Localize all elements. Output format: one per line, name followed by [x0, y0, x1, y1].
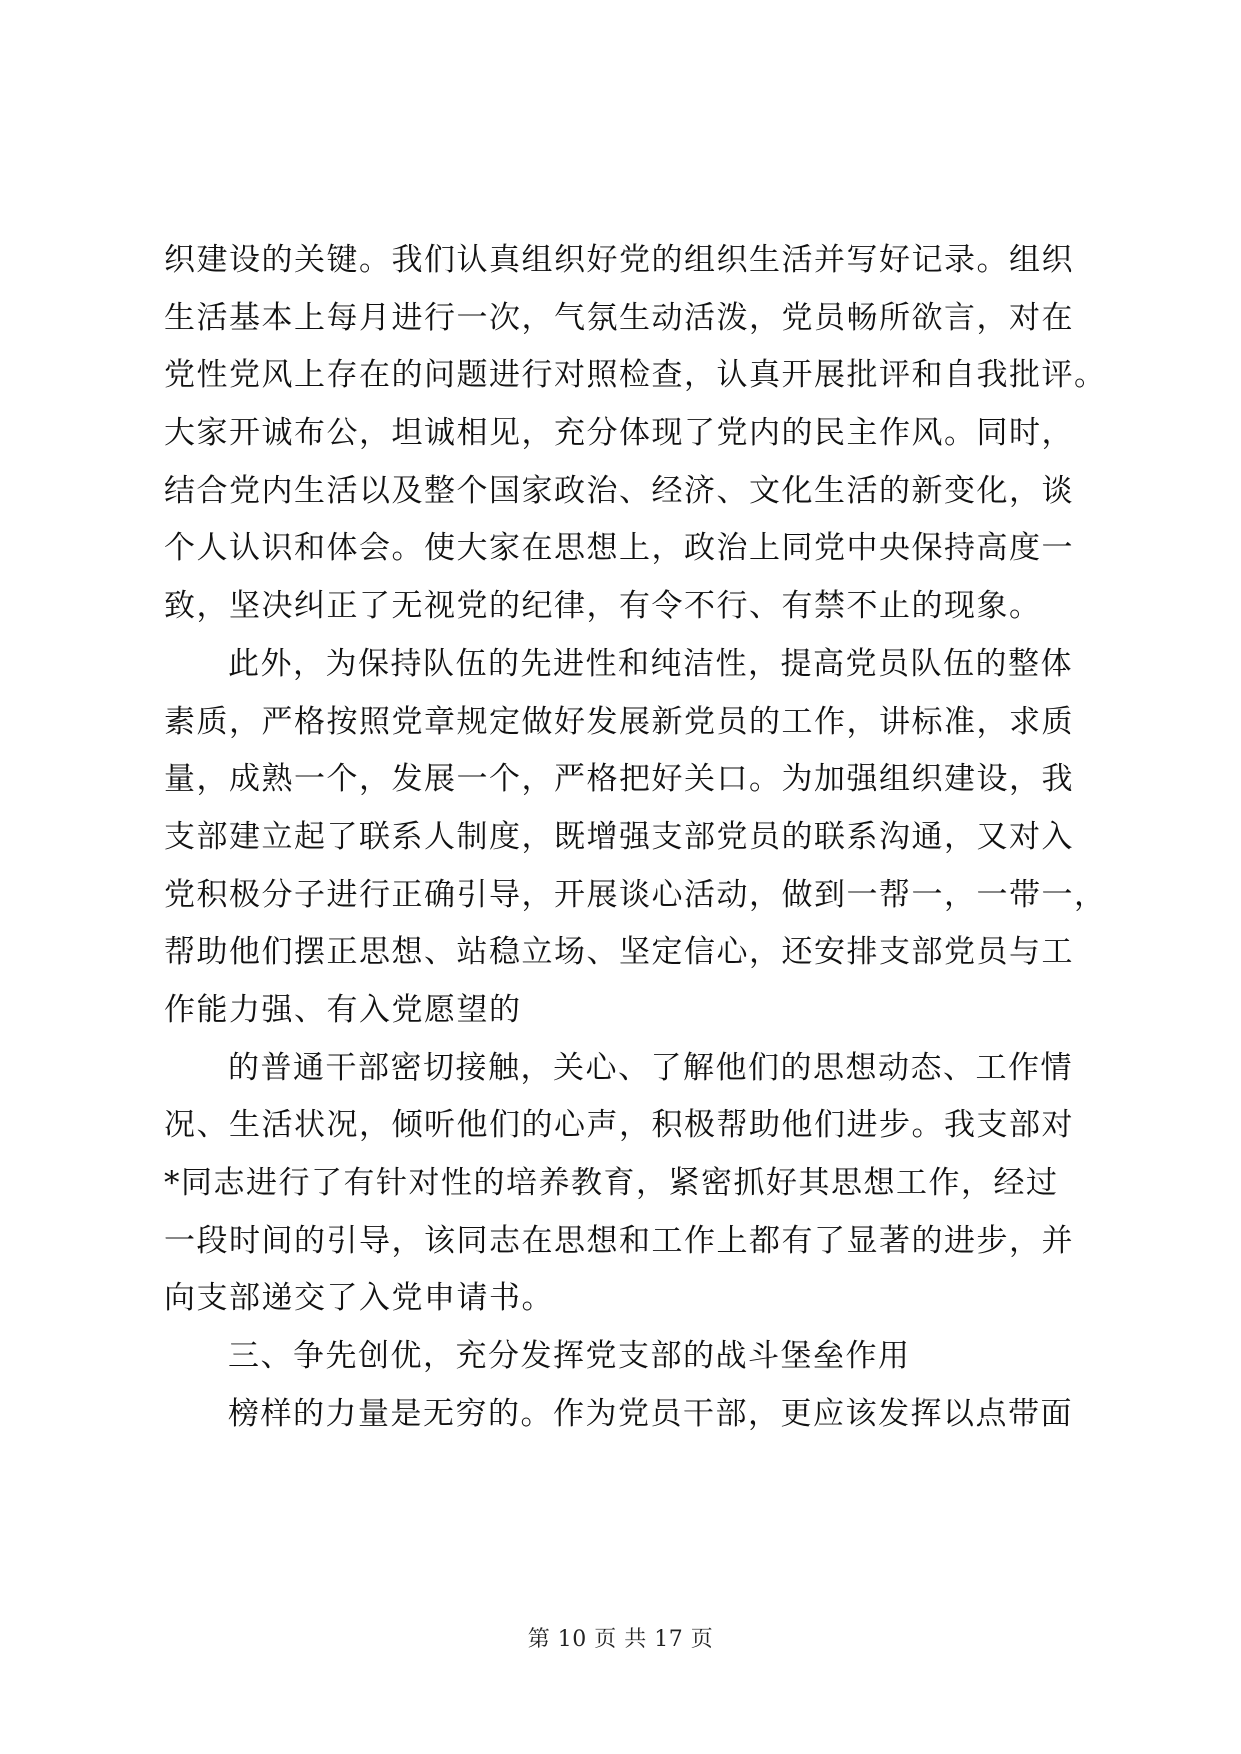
text-line: 致，坚决纠正了无视党的纪律，有令不行、有禁不止的现象。 [164, 588, 1042, 625]
text-line: 一段时间的引导，该同志在思想和工作上都有了显著的进步，并 [164, 1222, 1074, 1259]
text-line: 党性党风上存在的问题进行对照检查，认真开展批评和自我批评。 [164, 357, 1107, 394]
section-heading: 三、争先创优，充分发挥党支部的战斗堡垒作用 [228, 1338, 911, 1375]
body-text [164, 232, 1107, 1443]
text-line: 向支部递交了入党申请书。 [164, 1280, 554, 1317]
text-line: 党积极分子进行正确引导，开展谈心活动，做到一帮一，一带一， [164, 876, 1107, 913]
text-line: 大家开诚布公，坦诚相见，充分体现了党内的民主作风。同时， [164, 415, 1074, 452]
page-number-footer: 第 10 页 共 17 页 [527, 1627, 714, 1652]
paragraph-start-line: 的普通干部密切接触，关心、了解他们的思想动态、工作情 [228, 1049, 1073, 1086]
text-line: 支部建立起了联系人制度，既增强支部党员的联系沟通，又对入 [164, 818, 1074, 855]
text-line: 况、生活状况，倾听他们的心声，积极帮助他们进步。我支部对 [164, 1107, 1074, 1144]
text-line: 织建设的关键。我们认真组织好党的组织生活并写好记录。组织 [164, 242, 1074, 278]
text-line: 量，成熟一个，发展一个，严格把好关口。为加强组织建设，我 [164, 761, 1074, 798]
text-line: 个人认识和体会。使大家在思想上，政治上同党中央保持高度一 [164, 530, 1074, 567]
text-line: 素质，严格按照党章规定做好发展新党员的工作，讲标准，求质 [164, 703, 1074, 740]
text-line: 生活基本上每月进行一次，气氛生动活泼，党员畅所欲言，对在 [164, 299, 1074, 336]
text-line: *同志进行了有针对性的培养教育，紧密抓好其思想工作，经过 [164, 1165, 1059, 1201]
paragraph-start-line: 榜样的力量是无穷的。作为党员干部，更应该发挥以点带面 [228, 1395, 1073, 1432]
paragraph-start-line: 此外，为保持队伍的先进性和纯洁性，提高党员队伍的整体 [228, 645, 1073, 682]
text-line: 结合党内生活以及整个国家政治、经济、文化生活的新变化，谈 [164, 472, 1074, 509]
text-line: 作能力强、有入党愿望的 [164, 991, 522, 1028]
text-line: 帮助他们摆正思想、站稳立场、坚定信心，还安排支部党员与工 [164, 934, 1074, 971]
